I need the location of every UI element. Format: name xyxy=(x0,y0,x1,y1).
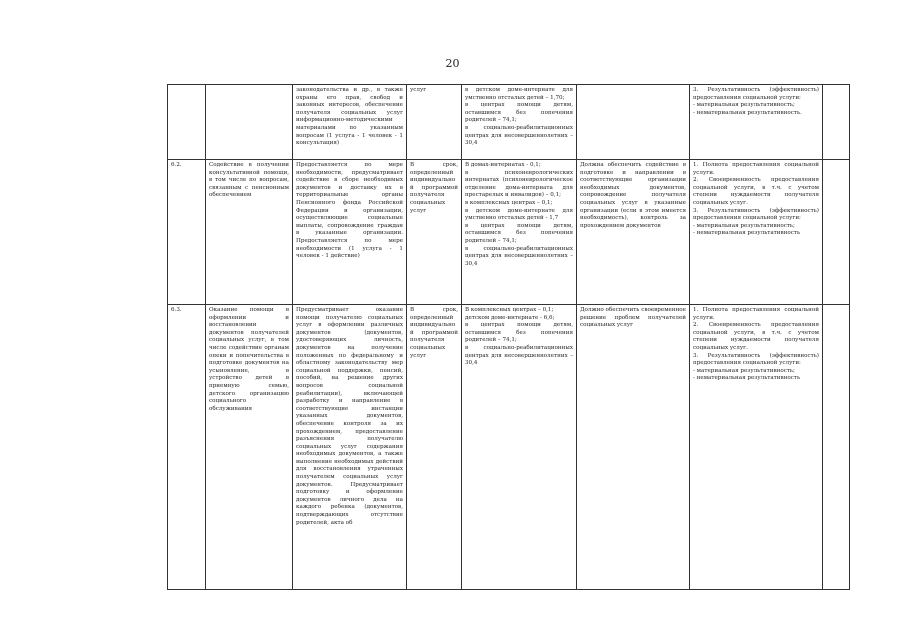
service-name: Содействие в получении консультативной помощи, в том числе по вопросам, связанным с пенсионным обеспечением xyxy=(206,160,293,305)
service-content: законодательства и др., в также охраны его прав, свобод и законных интересов, обеспечение получателя социальных услуг информационно-методическими материалами по указанным вопросам (1 услуга - 1 человек - 1 консультация) xyxy=(293,85,407,160)
extra-cell xyxy=(823,305,850,590)
service-indicators: 1. Полнота предоставления социальной услуги. 2. Своевременность предоставления социальной услуги, в т.ч. с учетом степени нуждаемости получателя социальных услуг. 3. Результативность (эффективность) предоставления социальной услуги: - материальная результативность; - нематериальная результативность xyxy=(690,305,823,590)
service-standard: Должно обеспечить своевременное решение проблем получателей социальных услуг xyxy=(577,305,690,590)
service-norms: В комплексных центрах – 0,1; детском доме-интернате - 6,6; в центрах помощи детям, оставшимся без попечения родителей – 74,1; в социально-реабилитационных центрах для несовершеннолетних – 30,4 xyxy=(462,305,577,590)
service-standard: Должна обеспечить содействие в подготовке и направлении в соответствующие организации необходимых документов, сопровождение получателя социальных услуг в указанные организации (если в этом имеется необходимость), контроль за прохождением документов xyxy=(577,160,690,305)
service-content: Предоставляется по мере необходимости, предусматривает содействие в сборе необходимых документов и доставку их в территориальные органы Пенсионного фонда Российской Федерации и организации, осуществляющие социальные выплаты, сопровождение граждан в указанные организации. Предоставляется по мере необходимости (1 услуга - 1 человек - 1 действие) xyxy=(293,160,407,305)
page-number: 20 xyxy=(445,57,460,70)
row-number: 6.2. xyxy=(168,160,206,305)
row-number xyxy=(168,85,206,160)
service-name xyxy=(206,85,293,160)
extra-cell xyxy=(823,160,850,305)
service-term: В срок, определенный индивидуальной программой получателя социальных услуг xyxy=(407,160,462,305)
service-standard xyxy=(577,85,690,160)
extra-cell xyxy=(823,85,850,160)
service-indicators: 3. Результативность (эффективность) предоставления социальной услуги: - материальная результативность; - нематериальная результативность. xyxy=(690,85,823,160)
service-norms: в детском доме-интернате для умственно отсталых детей – 1,70; в центрах помощи детям, оставшимся без попечения родителей – 74,1; в социально-реабилитационных центрах для несовершеннолетних – 30,4 xyxy=(462,85,577,160)
service-norms: В домах-интернатах - 0,1; в психоневрологических интернатах (психоневрологическое отделение дома-интерната для престарелых и инвалидов) – 0,1; в комплексных центрах – 0,1; в детском доме-интернате для умственно отсталых детей - 1,7 в центрах помощи детям, оставшимся без попечения родителей – 74,1; в социально-реабилитационных центрах для несовершеннолетних – 30,4 xyxy=(462,160,577,305)
services-table xyxy=(167,84,850,590)
row-number: 6.3. xyxy=(168,305,206,590)
service-term: В срок, определенный индивидуальной программой получателя социальных услуг xyxy=(407,305,462,590)
service-content: Предусматривает оказание помощи получателю социальных услуг в оформлении различных документов (документов, удостоверяющих личность, документов на получение положенных по федеральному и областному законодательству мер социальной поддержки, пенсий, пособий, на решение других вопросов социальной реабилитации), включающей разработку и направление в соответствующие инстанции указанных документов, обеспечение контроля за их прохождением, предоставление разъяснения получателю социальных услуг содержания необходимых документов, а также выполнение необходимых действий для восстановления утраченных получателем социальных услуг документов. Предусматривает подготовку и оформление документов личного дела на каждого ребенка (документов, подтверждающих отсутствие родителей, акта об xyxy=(293,305,407,590)
table-row xyxy=(168,85,850,160)
service-term: услуг xyxy=(407,85,462,160)
table-row xyxy=(168,160,850,305)
service-name: Оказание помощи в оформлении и восстановлении документов получателей социальных услуг, в том числе содействие органам опеки и попечительства в подготовке документов на усыновление, в устройство детей в приемную семью, детского организацию социального обслуживания xyxy=(206,305,293,590)
table-row xyxy=(168,305,850,590)
service-indicators: 1. Полнота предоставления социальной услуги. 2. Своевременность предоставления социальной услуги, в т.ч. с учетом степени нуждаемости получателя социальных услуг. 3. Результативность (эффективность) предоставления социальной услуги: - материальная результативность; - нематериальная результативность xyxy=(690,160,823,305)
